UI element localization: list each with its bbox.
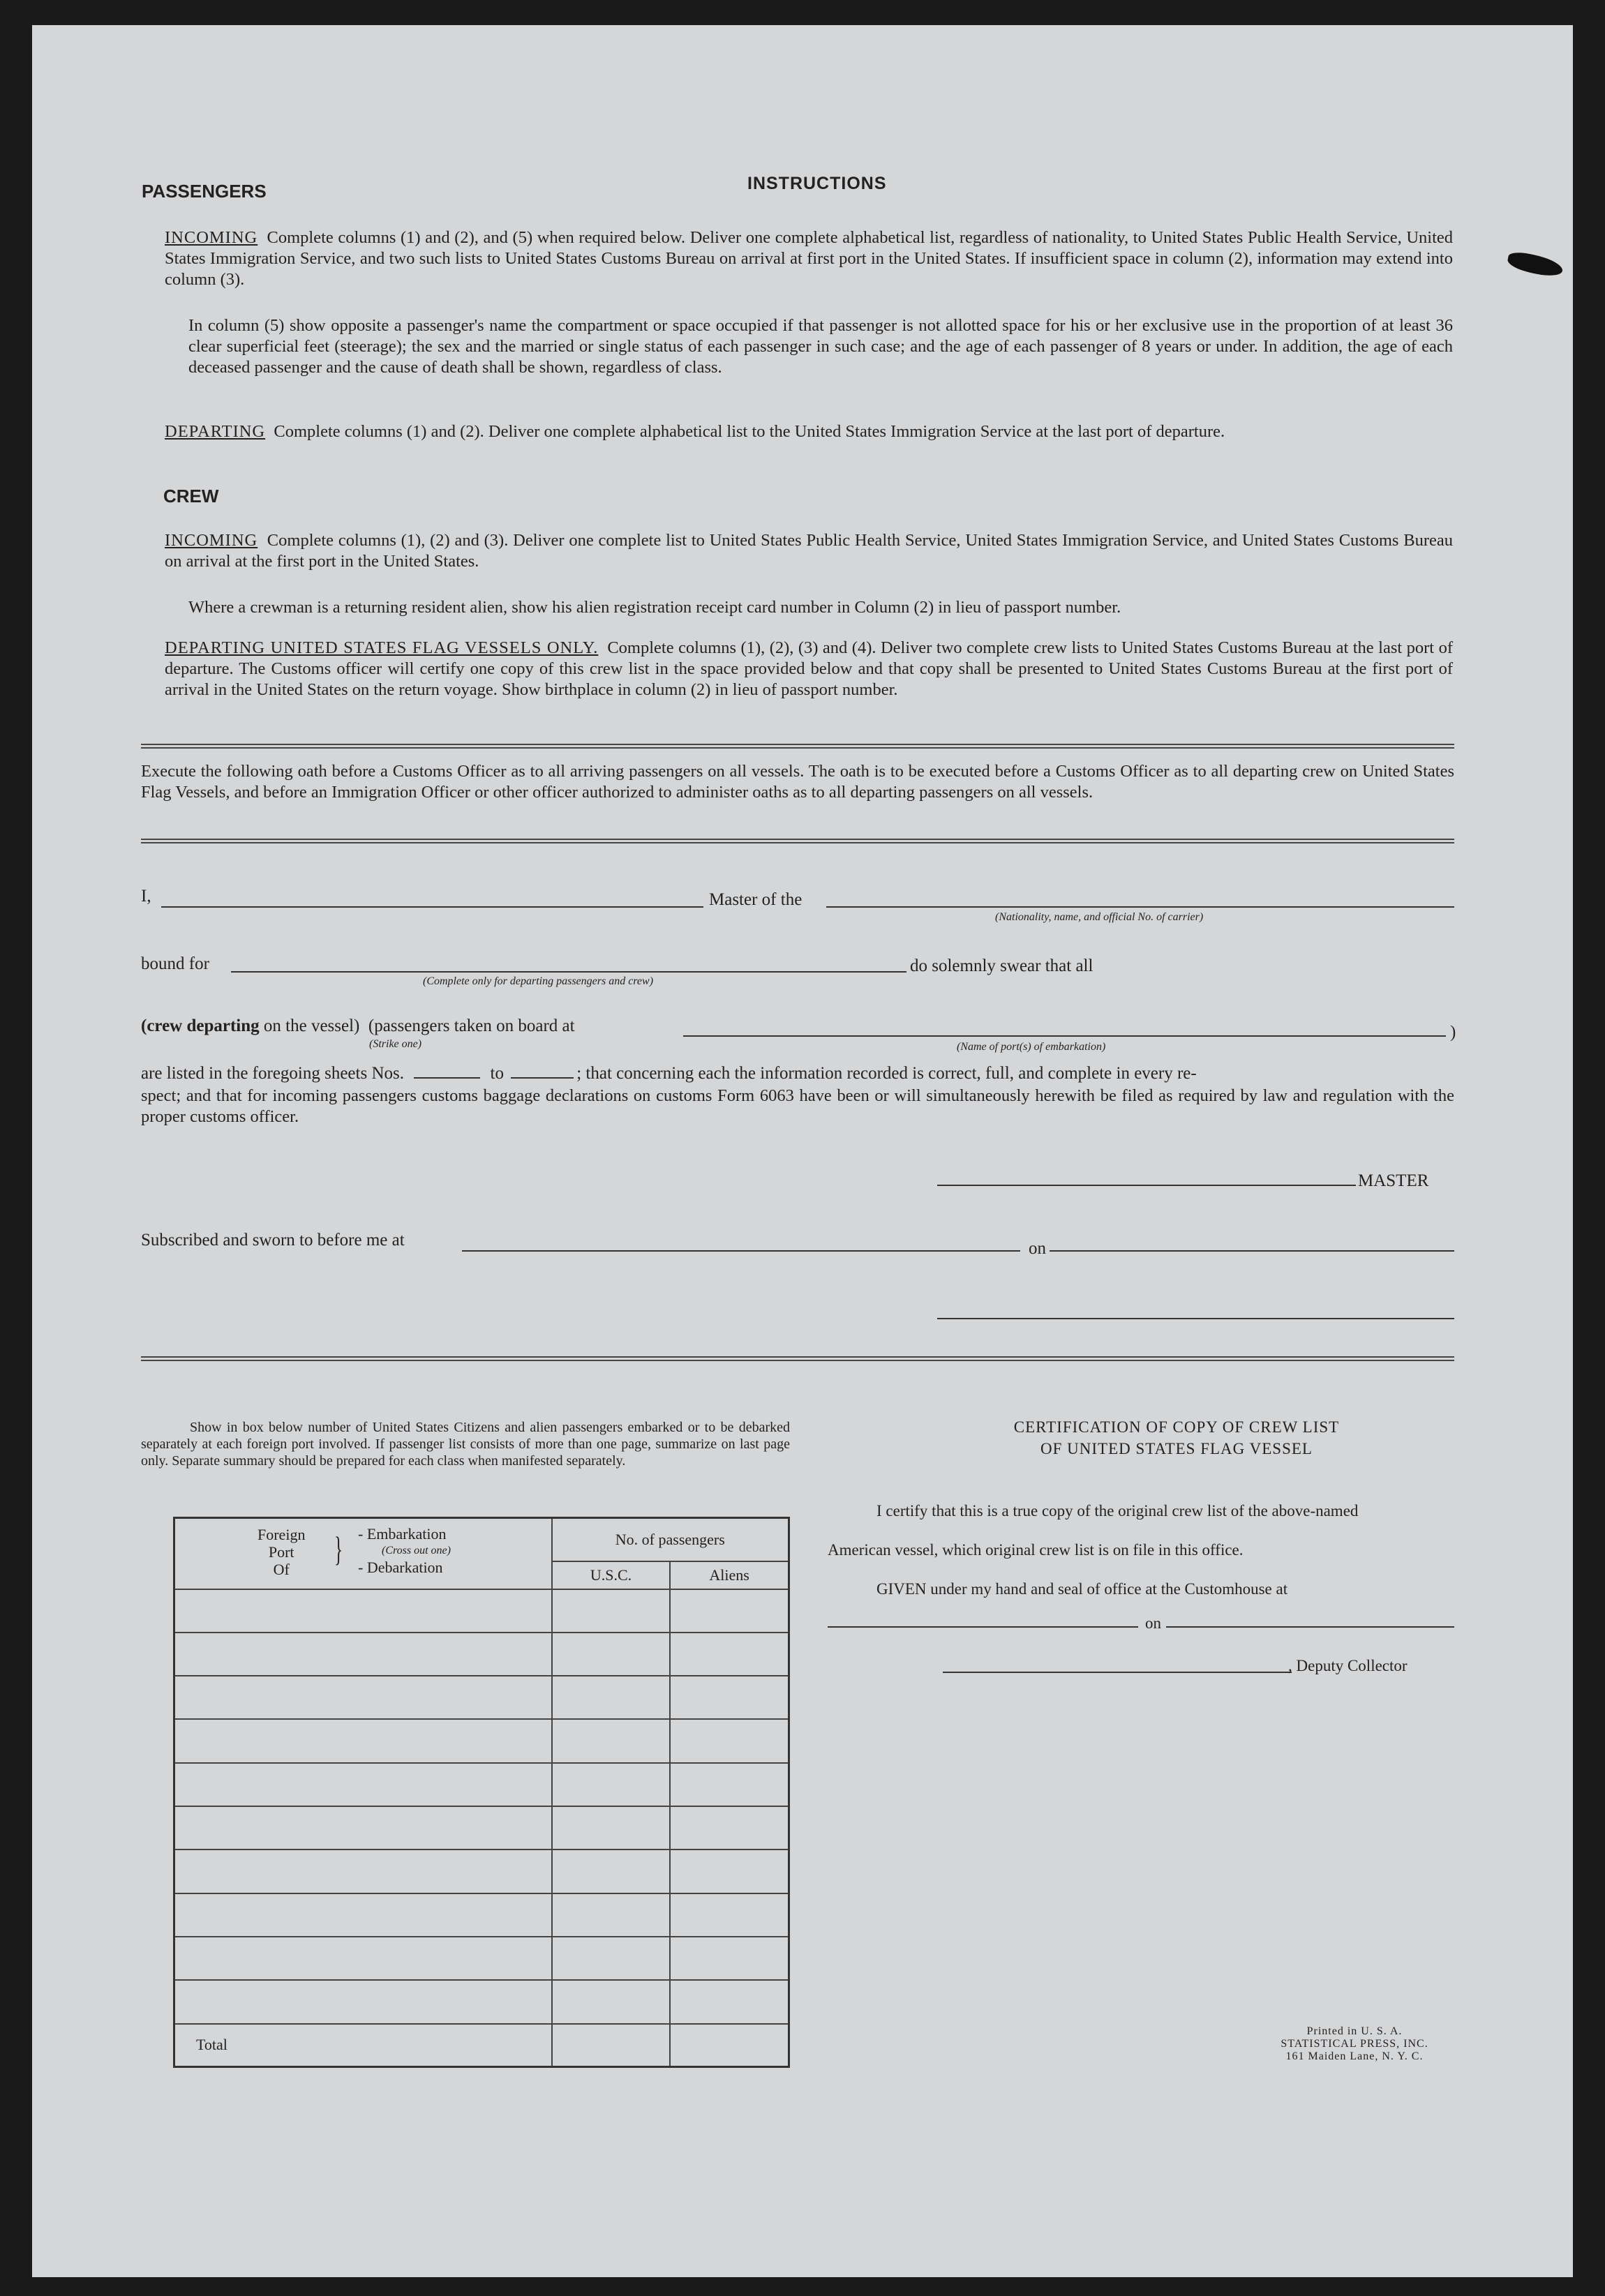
certification-date-field[interactable] <box>1166 1626 1454 1628</box>
sworn-on-label: on <box>1029 1239 1046 1258</box>
port-label: Port <box>268 1543 294 1561</box>
passengers-option: (passengers taken on board at <box>368 1016 575 1035</box>
section-divider <box>141 1356 1454 1361</box>
deputy-collector-label: , Deputy Collector <box>1288 1657 1408 1674</box>
section-divider <box>141 839 1454 843</box>
passengers-incoming-text: Complete columns (1) and (2), and (5) when required below. Deliver one complete alphabetical list, regardless of nationality, to United States Public Health Service, United States Immigration Service, and two such lists to United States Customs Bureau on arrival at first port in the United States. If insufficient space in column (2), information may extend into column (3). <box>165 228 1454 289</box>
bound-for-label: bound for <box>141 954 209 973</box>
table-row <box>174 1676 789 1719</box>
crew-heading: CREW <box>163 486 219 507</box>
usc-cell[interactable] <box>552 1763 671 1806</box>
embark-debark-options <box>358 1526 451 1576</box>
usc-cell[interactable] <box>552 1589 671 1633</box>
passengers-departing-paragraph <box>165 421 1453 442</box>
port-cell[interactable] <box>174 1893 552 1937</box>
usc-cell[interactable] <box>552 1937 671 1980</box>
strike-one-caption: (Strike one) <box>369 1038 422 1050</box>
section-divider <box>141 744 1454 749</box>
debarkation-option[interactable]: - Debarkation <box>358 1559 443 1576</box>
imprint-line-1: Printed in U. S. A. <box>1306 2025 1403 2037</box>
passengers-incoming-paragraph <box>165 227 1453 290</box>
imprint-line-2: STATISTICAL PRESS, INC. <box>1281 2038 1428 2050</box>
crew-incoming-label: INCOMING <box>165 531 258 550</box>
table-header-row <box>174 1518 789 1561</box>
printer-imprint <box>1239 2025 1470 2063</box>
table-row <box>174 1763 789 1806</box>
crew-incoming-text: Complete columns (1), (2) and (3). Deliver one complete list to United States Public Health Service, United States Immigration Service, and United States Customs Bureau on arrival at the first port in the United States. <box>165 531 1453 571</box>
listed-text-2: ; that concerning each the information recorded is correct, full, and complete in every re- <box>576 1064 1197 1083</box>
port-cell[interactable] <box>174 1589 552 1633</box>
master-name-field[interactable] <box>161 906 703 908</box>
document-page <box>32 25 1573 2277</box>
usc-cell[interactable] <box>552 1676 671 1719</box>
aliens-total-cell[interactable] <box>670 2024 789 2067</box>
sworn-date-field[interactable] <box>1050 1250 1454 1252</box>
carrier-field[interactable] <box>826 906 1454 908</box>
customhouse-field[interactable] <box>828 1626 1138 1628</box>
oath-i-label: I, <box>141 887 151 906</box>
ports-field[interactable] <box>683 1035 1446 1037</box>
usc-cell[interactable] <box>552 1849 671 1893</box>
oath-instructions: Execute the following oath before a Customs Officer as to all arriving passengers on all vessels. The oath is to be executed before a Customs Officer as to all departing crew on United States Flag Vessels, and before an Immigration Officer or other officer authorized to administer oaths as to all departing passengers on all vessels. <box>141 762 1454 802</box>
crew-departing-text: Complete columns (1), (2), (3) and (4). Deliver two complete crew lists to United States Customs Bureau at the last port of departure. The Customs officer will certify one copy of this crew list in the space provided below and that copy shall be presented to United States Customs Bureau at the first port of arrival in the United States on the return voyage. Show birthplace in column (2) in lieu of passport number. <box>165 638 1453 699</box>
table-row <box>174 1893 789 1937</box>
port-cell[interactable] <box>174 1806 552 1849</box>
usc-cell[interactable] <box>552 1719 671 1762</box>
foreign-port-header <box>174 1518 552 1589</box>
master-of-the-label: Master of the <box>709 890 802 909</box>
crew-departing-label: DEPARTING UNITED STATES FLAG VESSELS ONLY. <box>165 638 599 657</box>
certification-title <box>800 1416 1553 1460</box>
total-label: Total <box>174 2024 552 2067</box>
to-text: to <box>490 1064 504 1083</box>
aliens-header: Aliens <box>670 1561 789 1589</box>
aliens-cell[interactable] <box>670 1633 789 1676</box>
passengers-departing-label: DEPARTING <box>165 422 266 441</box>
port-cell[interactable] <box>174 1719 552 1762</box>
aliens-cell[interactable] <box>670 1719 789 1762</box>
table-row <box>174 1937 789 1980</box>
bound-for-caption: (Complete only for departing passengers and crew) <box>423 975 654 987</box>
usc-cell[interactable] <box>552 1806 671 1849</box>
close-paren: ) <box>1450 1023 1456 1042</box>
imprint-line-3: 161 Maiden Lane, N. Y. C. <box>1285 2050 1424 2062</box>
sworn-place-field[interactable] <box>462 1250 1020 1252</box>
bound-for-field[interactable] <box>231 971 906 973</box>
passengers-departing-text: Complete columns (1) and (2). Deliver one complete alphabetical list to the United States Immigration Service at the last port of departure. <box>274 422 1225 441</box>
ports-caption: (Name of port(s) of embarkation) <box>957 1041 1106 1053</box>
table-row <box>174 1806 789 1849</box>
certification-line-2: American vessel, which original crew list is on file in this office. <box>828 1541 1244 1559</box>
on-the-vessel-text: on the vessel) <box>259 1016 360 1035</box>
foreign-port-label <box>257 1526 305 1578</box>
sheet-from-field[interactable] <box>414 1077 480 1079</box>
table-row <box>174 1719 789 1762</box>
box-instructions: Show in box below number of United States Citizens and alien passengers embarked or to be debarked separately at each foreign port involved. If passenger list consists of more than one page, summarize on last page only. Separate summary should be prepared for each class when manifested separately. <box>141 1420 790 1469</box>
port-cell[interactable] <box>174 1980 552 2023</box>
table-row <box>174 1589 789 1633</box>
crew-departing-option: (crew departing <box>141 1016 260 1035</box>
usc-cell[interactable] <box>552 1980 671 2023</box>
passengers-heading: PASSENGERS <box>142 181 267 202</box>
master-signature-field[interactable] <box>937 1185 1356 1186</box>
deputy-signature-field[interactable] <box>943 1672 1292 1673</box>
listed-text-1: are listed in the foregoing sheets Nos. <box>141 1064 404 1083</box>
port-cell[interactable] <box>174 1633 552 1676</box>
aliens-cell[interactable] <box>670 1763 789 1806</box>
passengers-column5-paragraph: In column (5) show opposite a passenger's name the compartment or space occupied if that passenger is not allotted space for his or her exclusive use in the proportion of at least 36 clear superficial feet (steerage); the sex and the married or single status of each passenger in such case; and the age of each passenger of 8 years or under. In addition, the age of each deceased passenger and the cause of death shall be shown, regardless of class. <box>188 316 1453 377</box>
aliens-cell[interactable] <box>670 1806 789 1849</box>
page-title: INSTRUCTIONS <box>747 174 887 193</box>
certification-title-line-2: OF UNITED STATES FLAG VESSEL <box>1040 1440 1313 1457</box>
usc-total-cell[interactable] <box>552 2024 671 2067</box>
certification-on-label: on <box>1145 1614 1161 1632</box>
master-signature-label: MASTER <box>1358 1171 1429 1190</box>
crew-departing-paragraph <box>165 638 1453 700</box>
aliens-cell[interactable] <box>670 1676 789 1719</box>
passenger-summary-table <box>173 1517 790 2068</box>
port-cell[interactable] <box>174 1937 552 1980</box>
bracket-icon: } <box>334 1529 343 1568</box>
aliens-cell[interactable] <box>670 1849 789 1893</box>
of-label: Of <box>273 1561 290 1578</box>
usc-header: U.S.C. <box>552 1561 671 1589</box>
certification-title-line-1: CERTIFICATION OF COPY OF CREW LIST <box>1013 1418 1340 1436</box>
table-total-row <box>174 2024 789 2067</box>
usc-cell[interactable] <box>552 1633 671 1676</box>
table-row <box>174 1980 789 2023</box>
listed-sheets-line <box>141 1064 1197 1083</box>
certification-line-1: I certify that this is a true copy of the original crew list of the above-named <box>876 1502 1359 1520</box>
crew-resident-paragraph: Where a crewman is a returning resident alien, show his alien registration receipt card number in Column (2) in lieu of passport number. <box>188 598 1121 617</box>
cross-out-caption: (Cross out one) <box>382 1545 451 1556</box>
aliens-cell[interactable] <box>670 1893 789 1937</box>
crew-passengers-line <box>141 1016 575 1036</box>
table-row <box>174 1849 789 1893</box>
port-cell[interactable] <box>174 1763 552 1806</box>
subscribed-label: Subscribed and sworn to before me at <box>141 1231 405 1250</box>
foreign-label: Foreign <box>257 1526 306 1543</box>
usc-cell[interactable] <box>552 1893 671 1937</box>
swear-text: do solemnly swear that all <box>910 956 1093 975</box>
aliens-cell[interactable] <box>670 1589 789 1633</box>
aliens-cell[interactable] <box>670 1937 789 1980</box>
table-row <box>174 1633 789 1676</box>
sheet-to-field[interactable] <box>511 1077 574 1079</box>
carrier-caption: (Nationality, name, and official No. of carrier) <box>995 911 1204 923</box>
crew-incoming-paragraph <box>165 530 1453 572</box>
embarkation-option[interactable]: - Embarkation <box>358 1525 447 1543</box>
no-passengers-header: No. of passengers <box>552 1518 789 1561</box>
certification-line-3: GIVEN under my hand and seal of office at the Customhouse at <box>876 1580 1288 1598</box>
aliens-cell[interactable] <box>670 1980 789 2023</box>
officer-signature-field[interactable] <box>937 1318 1454 1319</box>
port-cell[interactable] <box>174 1849 552 1893</box>
port-cell[interactable] <box>174 1676 552 1719</box>
listed-text-rest: spect; and that for incoming passengers customs baggage declarations on customs Form 6063 have been or will simultaneously herewith be filed as required by law and regulation with the proper customs officer. <box>141 1086 1454 1126</box>
passengers-incoming-label: INCOMING <box>165 228 258 247</box>
